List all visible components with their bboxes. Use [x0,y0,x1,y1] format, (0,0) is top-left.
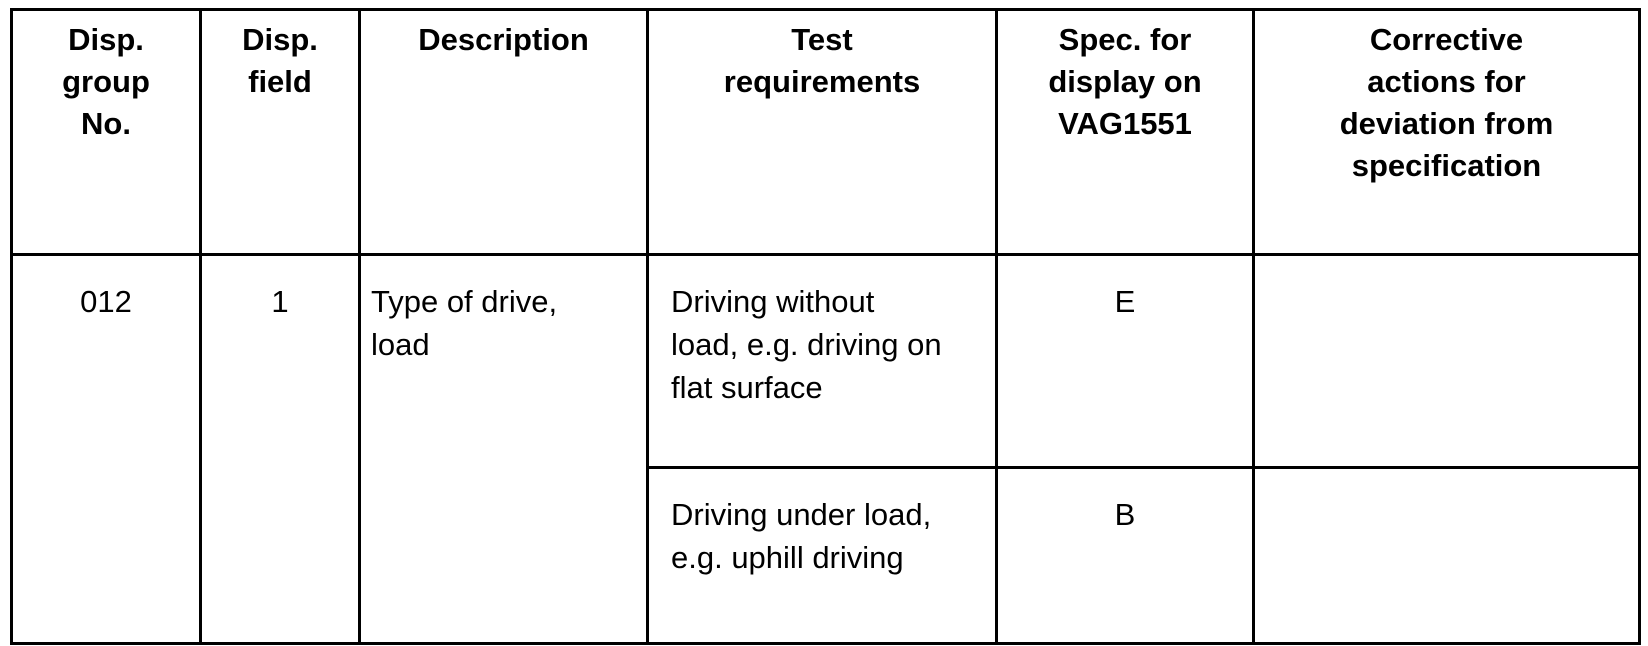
cell-description [360,255,648,644]
header-description [360,10,648,255]
table-row [12,255,1640,468]
header-line: Disp. [242,22,318,57]
table-header-row [12,10,1640,255]
cell-spec: B [997,468,1254,644]
header-disp-field [201,10,360,255]
cell-test-requirements [648,255,997,468]
cell-group-no: 012 [12,255,201,644]
header-line: Description [418,22,589,57]
cell-field: 1 [201,255,360,644]
test-line: Driving without [671,284,875,319]
test-line: Driving under load, [671,497,932,532]
header-disp-group-no [12,10,201,255]
cell-corrective [1254,468,1640,644]
header-corrective-actions [1254,10,1640,255]
header-line: specification [1351,148,1542,183]
test-line: e.g. uphill driving [671,540,904,575]
header-line: Corrective [1369,22,1524,57]
description-line: load [371,327,430,362]
test-line: load, e.g. driving on [671,327,942,362]
header-line: deviation from [1339,106,1554,141]
header-line: VAG1551 [1058,106,1192,141]
header-line: field [248,64,312,99]
header-test-requirements [648,10,997,255]
cell-spec: E [997,255,1254,468]
header-line: requirements [723,64,921,99]
test-line: flat surface [671,370,823,405]
header-line: actions for [1367,64,1526,99]
specification-table [10,8,1641,645]
description-line: Type of drive, [371,284,558,319]
header-line: display on [1048,64,1202,99]
header-line: Disp. [68,22,144,57]
header-spec-display [997,10,1254,255]
cell-corrective [1254,255,1640,468]
cell-test-requirements [648,468,997,644]
header-line: Spec. for [1058,22,1192,57]
header-line: group [62,64,150,99]
header-line: No. [81,106,131,141]
header-line: Test [791,22,853,57]
